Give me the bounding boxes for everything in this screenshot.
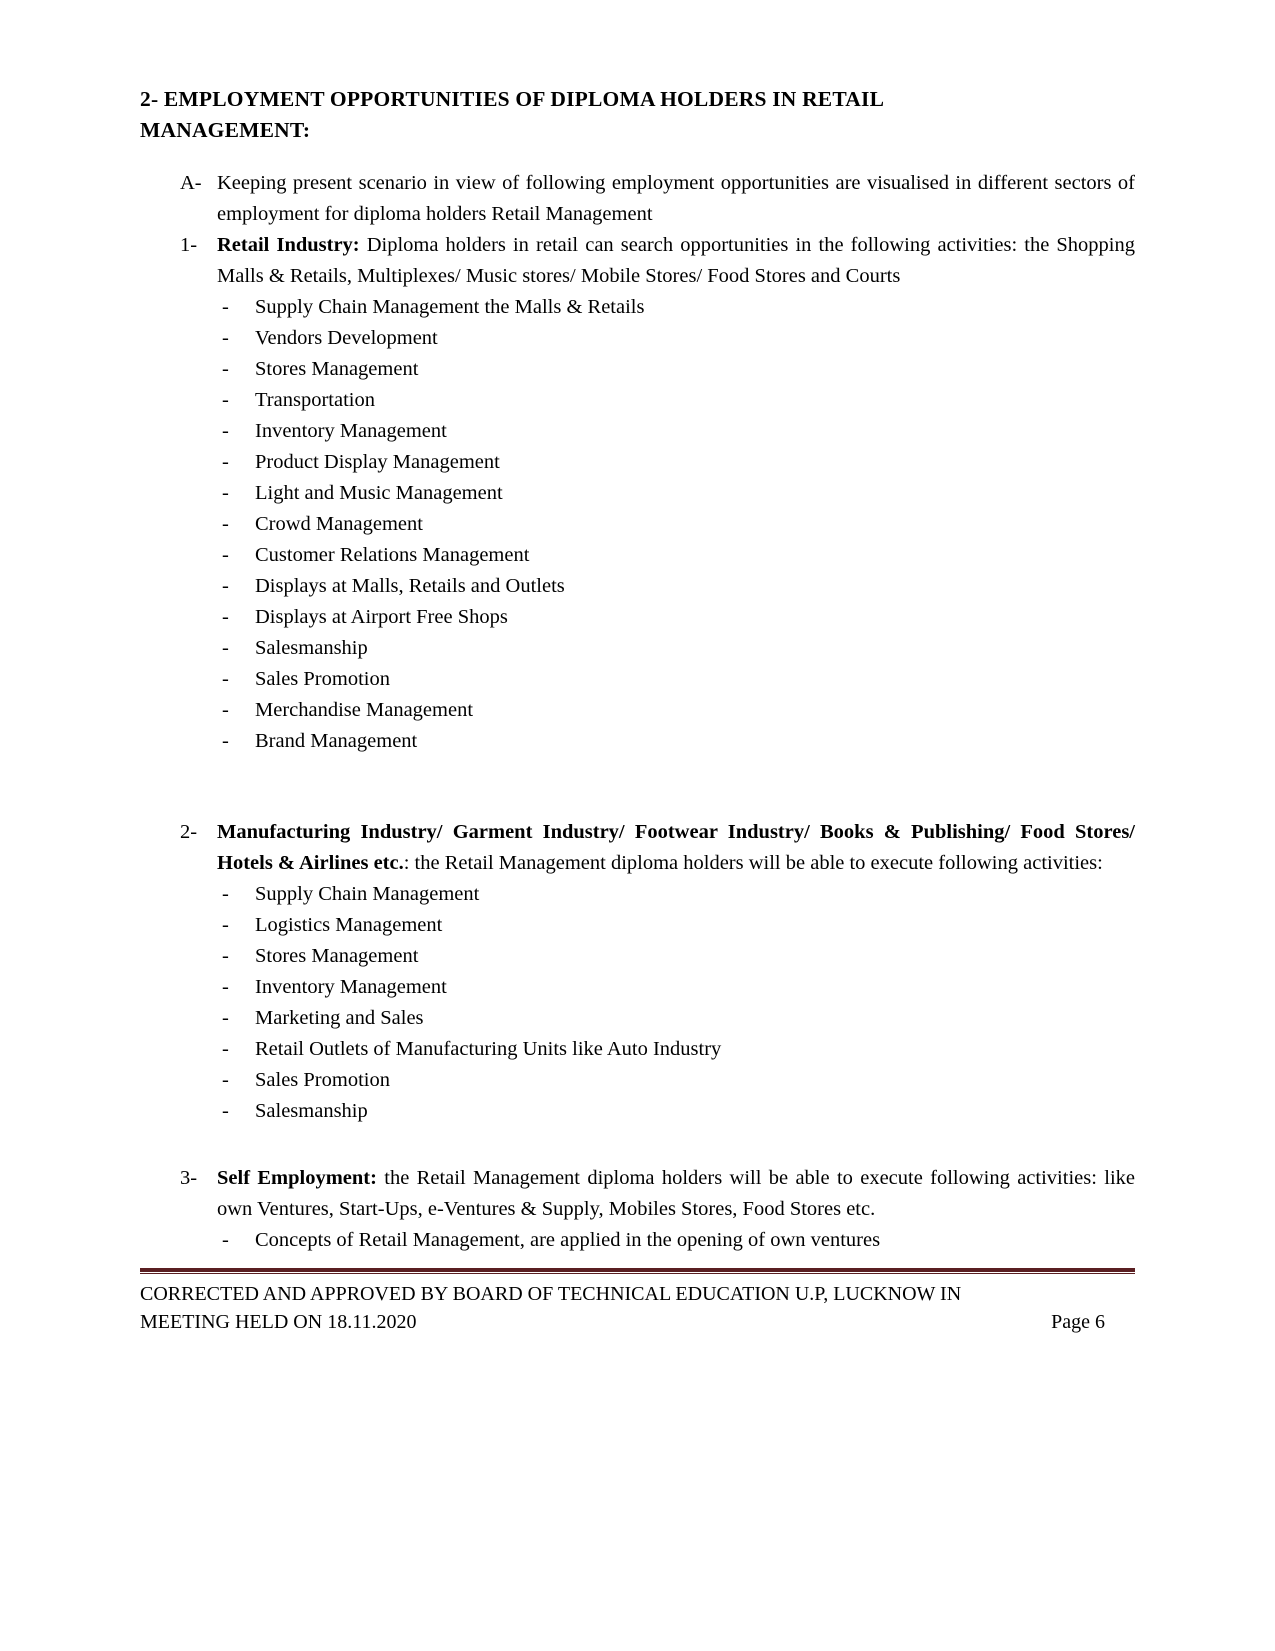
bullet-text: Light and Music Management [255,482,503,504]
dash-marker: - [222,482,229,504]
list-item-2 [180,817,1135,1127]
dash-marker: - [222,575,229,597]
bullet-item [222,540,1135,571]
bullet-text: Inventory Management [255,976,447,998]
dash-marker: - [222,668,229,690]
dash-marker: - [222,513,229,535]
bullet-item [222,1003,1135,1034]
bullet-item [222,972,1135,1003]
bullet-text: Customer Relations Management [255,544,530,566]
bullet-item [222,910,1135,941]
paragraph-1 [217,230,1135,757]
list-item-a [180,168,1135,230]
list-item-3 [180,1163,1135,1256]
manufacturing-bullets [217,879,1135,1127]
paragraph-1-rest: Diploma holders in retail can search opportunities in the following activities: the Shopping Malls & Retails, Multiplexes/ Music stores/ Mobile Stores/ Food Stores and Courts [217,234,1135,287]
doc-heading: 2- EMPLOYMENT OPPORTUNITIES OF DIPLOMA HOLDERS IN RETAIL MANAGEMENT: [140,87,883,142]
dash-marker: - [222,1038,229,1060]
bullet-item [222,1034,1135,1065]
dash-marker: - [222,976,229,998]
bullet-text: Concepts of Retail Management, are applied in the opening of own ventures [255,1229,881,1251]
dash-marker: - [222,1007,229,1029]
list-item-1 [180,230,1135,757]
bullet-text: Retail Outlets of Manufacturing Units like Auto Industry [255,1038,722,1060]
bullet-item [222,695,1135,726]
bullet-text: Displays at Airport Free Shops [255,606,508,628]
bullet-item [222,664,1135,695]
dash-marker: - [222,945,229,967]
outer-list [140,168,1135,1256]
bullet-item [222,509,1135,540]
bullet-item [222,292,1135,323]
bullet-text: Sales Promotion [255,1069,390,1091]
paragraph-2-rest: : the Retail Management diploma holders will be able to execute following activities: [403,852,1103,874]
bullet-item [222,879,1135,910]
dash-marker: - [222,883,229,905]
bullet-item [222,1096,1135,1127]
bullet-text: Vendors Development [255,327,438,349]
paragraph-a-text: Keeping present scenario in view of following employment opportunities are visualised in different sectors of employment for diploma holders Retail Management [217,172,1135,225]
dash-marker: - [222,327,229,349]
bullet-text: Inventory Management [255,420,447,442]
bullet-text: Logistics Management [255,914,443,936]
dash-marker: - [222,914,229,936]
bullet-text: Salesmanship [255,637,368,659]
dash-marker: - [222,389,229,411]
paragraph-3 [217,1163,1135,1256]
bullet-item [222,1065,1135,1096]
footer-rule [140,1268,1135,1274]
paragraph-2 [217,817,1135,1127]
bullet-item [222,571,1135,602]
footer [140,1280,1135,1336]
paragraph-3-lead: Self Employment: [217,1167,377,1189]
bullet-text: Salesmanship [255,1100,368,1122]
list-marker-3: 3- [180,1167,198,1189]
bullet-item [222,478,1135,509]
paragraph-2-lead: Manufacturing Industry/ Garment Industry/ Footwear Industry/ Books & Publishing/ Food Stores/ Hotels & Airlines etc. [217,821,1135,874]
bullet-text: Crowd Management [255,513,423,535]
bullet-text: Displays at Malls, Retails and Outlets [255,575,565,597]
bullet-item [222,941,1135,972]
dash-marker: - [222,1100,229,1122]
bullet-item [222,1225,1135,1256]
dash-marker: - [222,637,229,659]
list-marker-2: 2- [180,821,198,843]
paragraph-3-rest: the Retail Management diploma holders will be able to execute following activities: like own Ventures, Start-Ups, e-Ventures & Supply, Mobiles Stores, Food Stores etc. [217,1167,1135,1220]
dash-marker: - [222,606,229,628]
page-number: Page 6 [1051,1311,1105,1333]
dash-marker: - [222,296,229,318]
bullet-text: Marketing and Sales [255,1007,424,1029]
bullet-text: Merchandise Management [255,699,474,721]
dash-marker: - [222,451,229,473]
bullet-item [222,726,1135,757]
footer-approval-text: CORRECTED AND APPROVED BY BOARD OF TECHNICAL EDUCATION U.P, LUCKNOW IN MEETING HELD ON 18.11.2020 [140,1283,962,1333]
list-marker-a: A- [180,172,202,194]
bullet-text: Supply Chain Management [255,883,480,905]
dash-marker: - [222,358,229,380]
dash-marker: - [222,1229,229,1251]
paragraph-1-lead: Retail Industry: [217,234,360,256]
bullet-item [222,416,1135,447]
bullet-item [222,385,1135,416]
self-employment-bullets [217,1225,1135,1256]
bullet-text: Sales Promotion [255,668,390,690]
bullet-item [222,633,1135,664]
bullet-text: Brand Management [255,730,418,752]
bullet-text: Product Display Management [255,451,500,473]
bullet-item [222,447,1135,478]
bullet-item [222,602,1135,633]
bullet-text: Stores Management [255,945,419,967]
dash-marker: - [222,544,229,566]
bullet-text: Supply Chain Management the Malls & Retails [255,296,645,318]
bullet-item [222,323,1135,354]
bullet-item [222,354,1135,385]
dash-marker: - [222,699,229,721]
bullet-text: Transportation [255,389,375,411]
bullet-text: Stores Management [255,358,419,380]
dash-marker: - [222,1069,229,1091]
dash-marker: - [222,730,229,752]
dash-marker: - [222,420,229,442]
retail-industry-bullets [217,292,1135,757]
list-marker-1: 1- [180,234,198,256]
